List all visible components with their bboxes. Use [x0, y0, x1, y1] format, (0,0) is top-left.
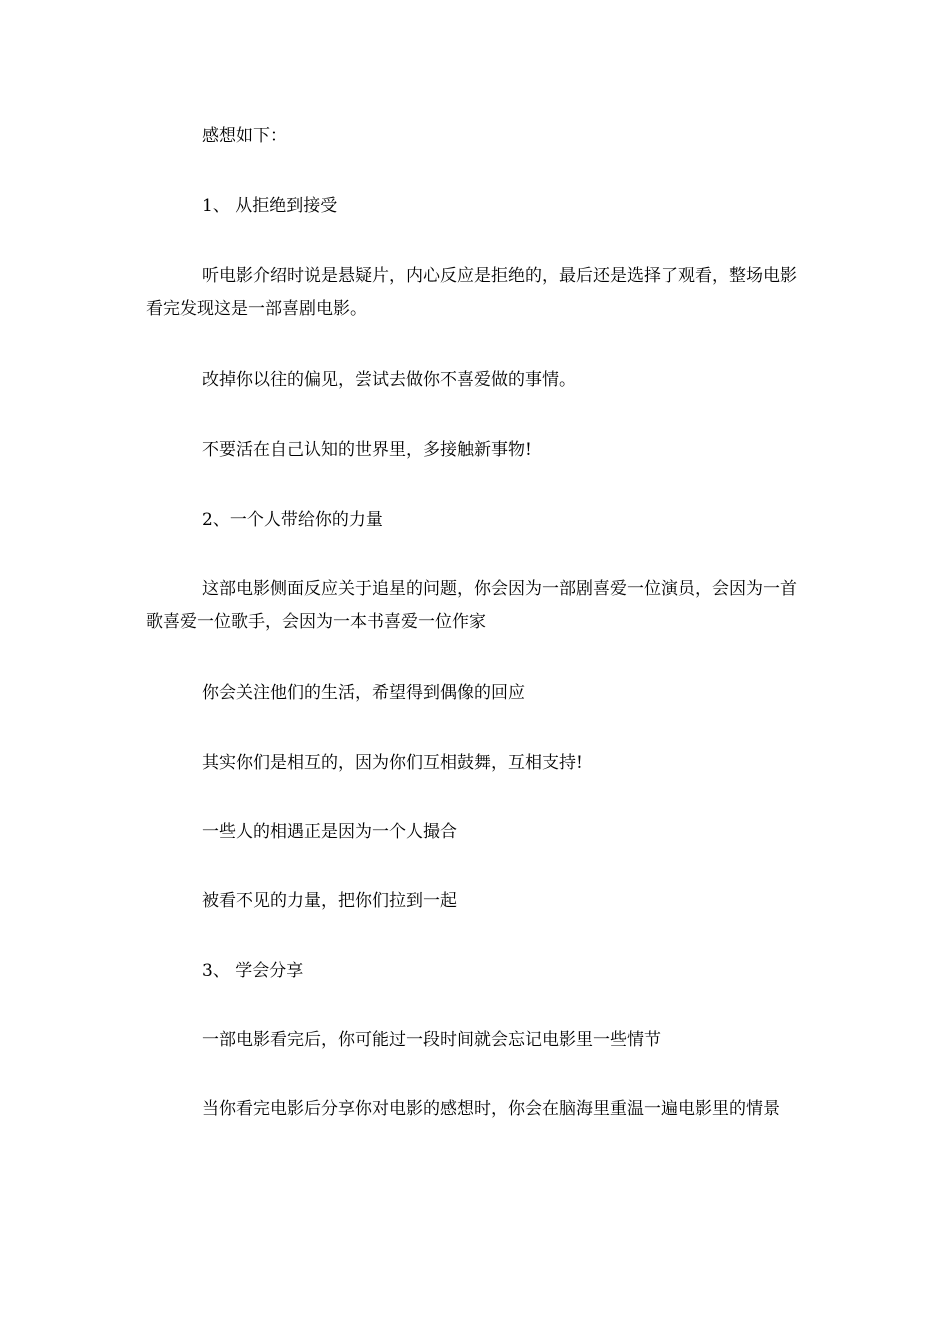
paragraph-section-2-a: 这部电影侧面反应关于追星的问题，你会因为一部剧喜爱一位演员，会因为一首歌喜爱一位歌手，会因为一本书喜爱一位作家: [146, 579, 797, 632]
paragraph-section-2-d: 一些人的相遇正是因为一个人撮合: [202, 822, 457, 842]
paragraph-section-3-b: 当你看完电影后分享你对电影的感想时，你会在脑海里重温一遍电影里的情景: [202, 1099, 780, 1119]
paragraph-section-2-b: 你会关注他们的生活，希望得到偶像的回应: [202, 683, 525, 703]
heading-section-3: 3、 学会分享: [202, 961, 304, 981]
paragraph-section-3-a: 一部电影看完后，你可能过一段时间就会忘记电影里一些情节: [202, 1030, 661, 1050]
paragraph-intro: 感想如下：: [202, 126, 287, 146]
paragraph-section-1-b: 改掉你以往的偏见，尝试去做你不喜爱做的事情。: [202, 370, 576, 390]
heading-section-1: 1、 从拒绝到接受: [202, 196, 338, 216]
heading-section-2: 2、一个人带给你的力量: [202, 510, 383, 530]
paragraph-section-1-a: 听电影介绍时说是悬疑片，内心反应是拒绝的，最后还是选择了观看，整场电影看完发现这是一部喜剧电影。: [146, 266, 797, 319]
paragraph-section-2-e: 被看不见的力量，把你们拉到一起: [202, 891, 457, 911]
paragraph-section-1-c: 不要活在自己认知的世界里，多接触新事物!: [202, 440, 532, 460]
paragraph-section-2-c: 其实你们是相互的，因为你们互相鼓舞，互相支持!: [202, 753, 583, 773]
